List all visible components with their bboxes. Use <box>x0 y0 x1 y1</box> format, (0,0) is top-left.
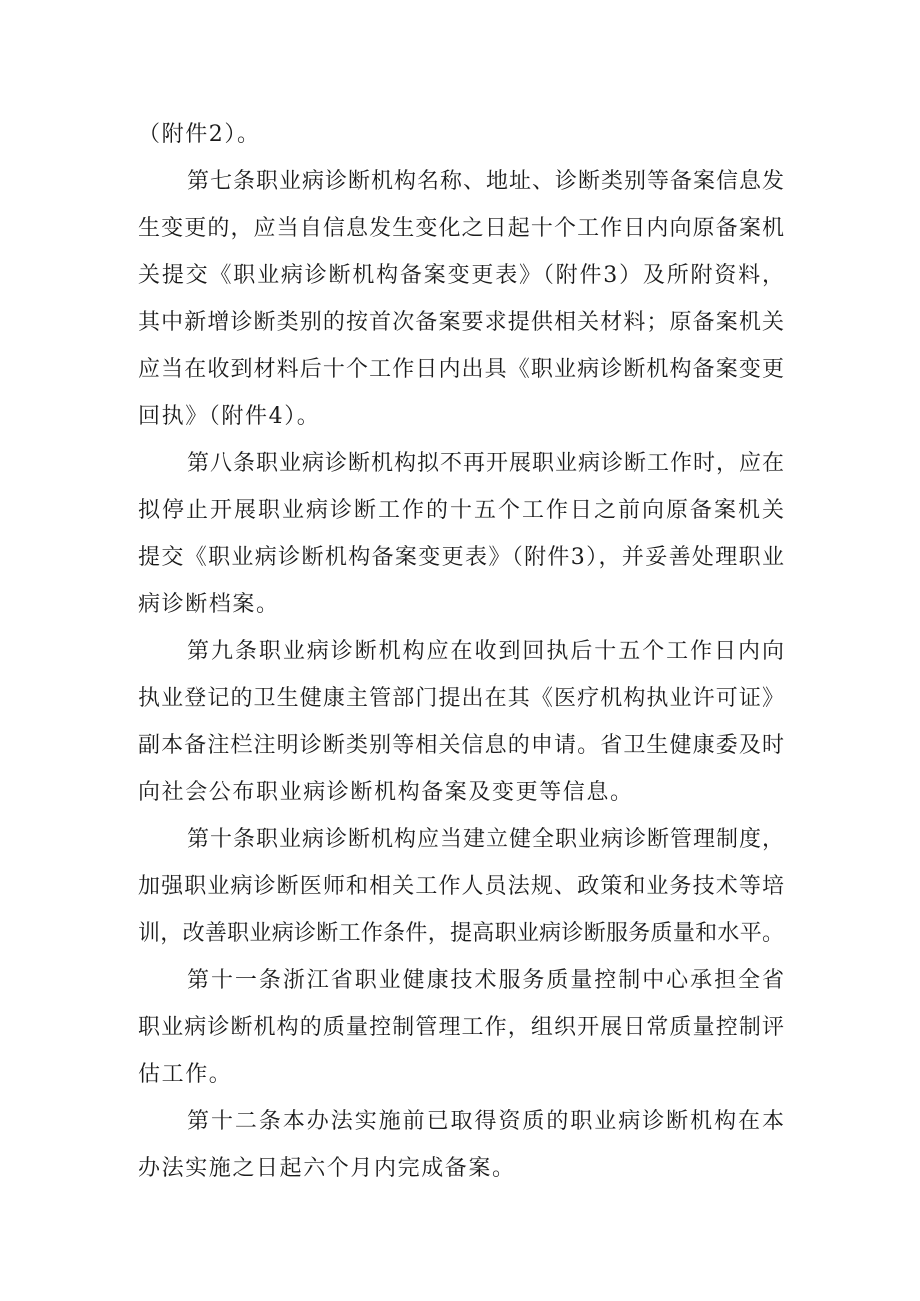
text-line: 第八条职业病诊断机构拟不再开展职业病诊断工作时，应在 <box>187 451 784 476</box>
text-line: 训，改善职业病诊断工作条件，提高职业病诊断服务质量和水平。 <box>138 921 784 946</box>
text-line: 提交《职业病诊断机构备案变更表》（附件3），并妥善处理职业 <box>138 545 784 570</box>
document-body <box>138 115 784 1196</box>
text-line: 第十二条本办法实施前已取得资质的职业病诊断机构在本 <box>187 1109 784 1134</box>
text-line: 拟停止开展职业病诊断工作的十五个工作日之前向原备案机关 <box>138 498 784 523</box>
text-line: 病诊断档案。 <box>138 592 280 617</box>
text-line: 办法实施之日起六个月内完成备案。 <box>138 1156 516 1181</box>
text-line: 向社会公布职业病诊断机构备案及变更等信息。 <box>138 780 634 805</box>
text-line: 估工作。 <box>138 1062 233 1087</box>
text-line: 生变更的，应当自信息发生变化之日起十个工作日内向原备案机 <box>138 216 784 241</box>
text-line: 第九条职业病诊断机构应在收到回执后十五个工作日内向 <box>187 639 784 664</box>
text-line: 应当在收到材料后十个工作日内出具《职业病诊断机构备案变更 <box>138 357 784 382</box>
text-line: 加强职业病诊断医师和相关工作人员法规、政策和业务技术等培 <box>138 874 784 899</box>
text-line: 第十一条浙江省职业健康技术服务质量控制中心承担全省 <box>187 968 784 993</box>
text-line: 副本备注栏注明诊断类别等相关信息的申请。省卫生健康委及时 <box>138 733 784 758</box>
text-line: 关提交《职业病诊断机构备案变更表》（附件3）及所附资料， <box>138 263 784 288</box>
text-line: 第七条职业病诊断机构名称、地址、诊断类别等备案信息发 <box>187 169 784 194</box>
text-line: 职业病诊断机构的质量控制管理工作，组织开展日常质量控制评 <box>138 1015 784 1040</box>
text-line: 回执》（附件4）。 <box>138 404 321 429</box>
text-line: 其中新增诊断类别的按首次备案要求提供相关材料；原备案机关 <box>138 310 784 335</box>
text-line: 第十条职业病诊断机构应当建立健全职业病诊断管理制度， <box>187 827 784 852</box>
text-line: （附件2）。 <box>138 122 261 147</box>
text-line: 执业登记的卫生健康主管部门提出在其《医疗机构执业许可证》 <box>138 686 784 711</box>
